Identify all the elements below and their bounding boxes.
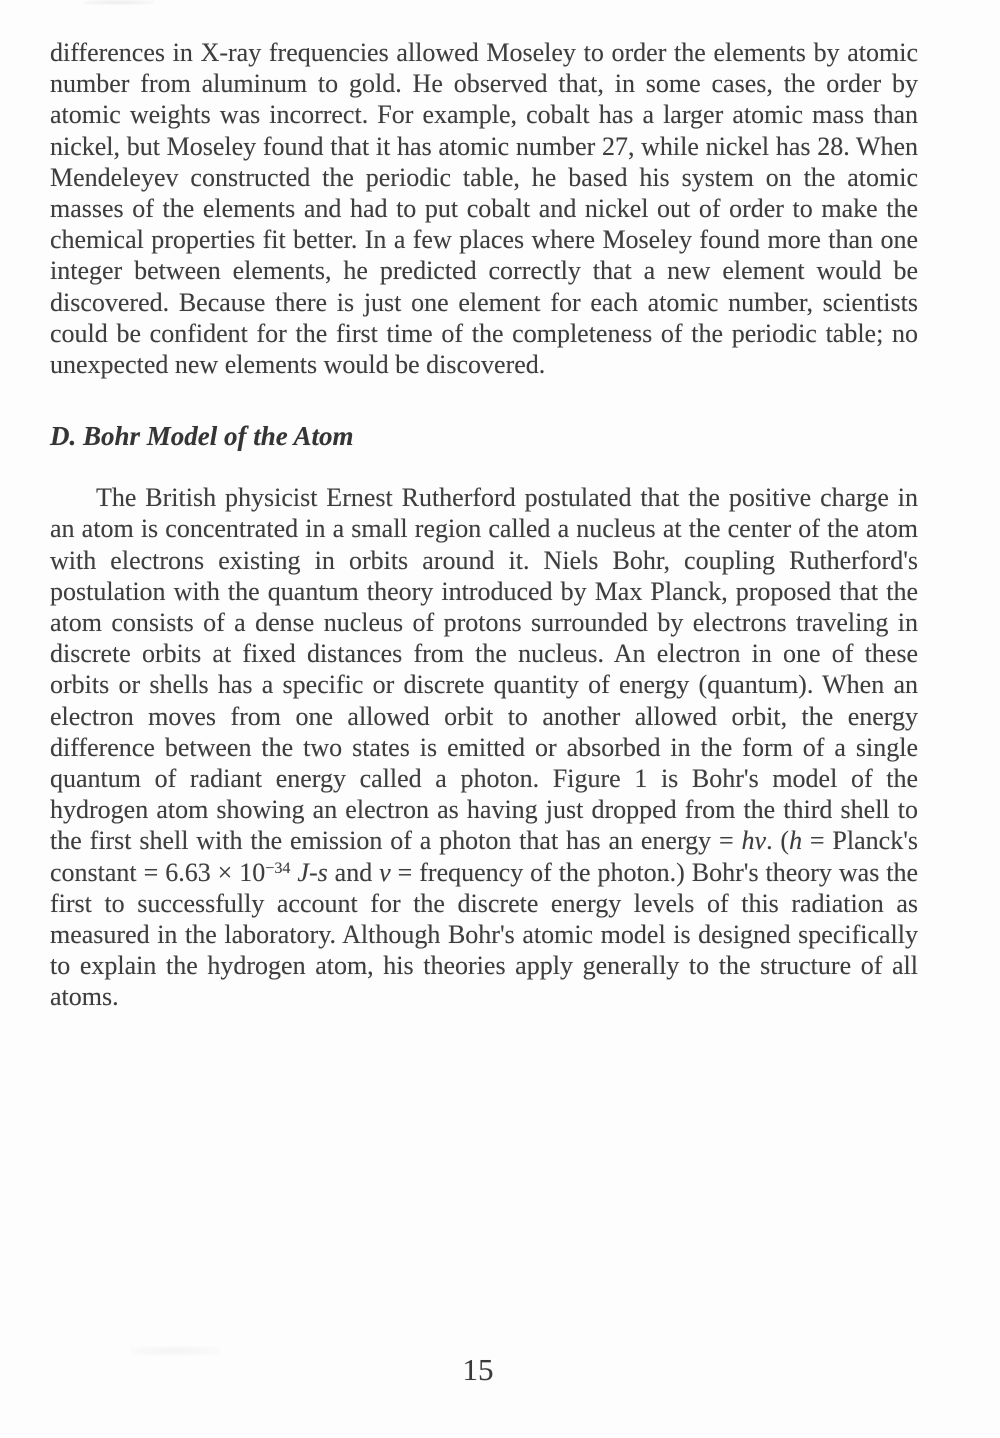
text-segment: . (	[766, 826, 790, 856]
text-segment: = Planck's constant = 6.63 × 10	[50, 826, 918, 887]
planck-h-italic: h	[789, 826, 803, 856]
joule-seconds-italic: J-s	[297, 857, 328, 887]
text-segment: and	[327, 857, 380, 887]
planck-constant-exponent: −34	[265, 859, 291, 877]
text-segment: = frequency of the photon.) Bohr's theory was the first to successfully account for the discrete energy levels of this radiation as measured in the laboratory. Although Bohr's atomic model is designed specifically to explain the hydrogen atom, his theories apply generally to the structure of all atoms.	[50, 857, 919, 1012]
frequency-nu-italic: v	[379, 857, 391, 887]
page-number: 15	[462, 1352, 494, 1387]
paragraph-moseley: differences in X-ray frequencies allowed Moseley to order the elements by atomic number from aluminum to gold. He observed that, in some cases, the order by atomic weights was incorrect. For example, cobalt has a larger atomic mass than nickel, but Moseley found that it has atomic number 27, while nickel has 28. When Mendeleyev constructed the periodic table, he based his system on the atomic masses of the elements and had to put cobalt and nickel out of order to make the chemical properties fit better. In a few places where Moseley found more than one integer between elements, he predicted correctly that a new element would be discovered. Because there is just one element for each atomic number, scientists could be confident for the first time of the completeness of the periodic table; no unexpected new elements would be discovered.	[50, 38, 918, 380]
energy-hv-italic: hv	[741, 826, 767, 856]
paragraph-bohr	[50, 482, 918, 1012]
text-segment: The British physicist Ernest Rutherford postulated that the positive charge in an atom is concentrated in a small region called a nucleus at the center of the atom with electrons existing in orbits around it. Niels Bohr, coupling Rutherford's postulation with the quantum theory introduced by Max Planck, proposed that the atom consists of a dense nucleus of protons surrounded by electrons traveling in discrete orbits at fixed distances from the nucleus. An electron in one of these orbits or shells has a specific or discrete quantity of energy (quantum). When an electron moves from one allowed orbit to another allowed orbit, the energy difference between the two states is emitted or absorbed in the form of a single quantum of radiant energy called a photon. Figure 1 is Bohr's model of the hydrogen atom showing an electron as having just dropped from the third shell to the first shell with the emission of a photon that has an energy =	[50, 483, 918, 856]
scan-smudge-top	[84, 0, 154, 5]
section-heading-bohr-model: D. Bohr Model of the Atom	[50, 421, 354, 452]
